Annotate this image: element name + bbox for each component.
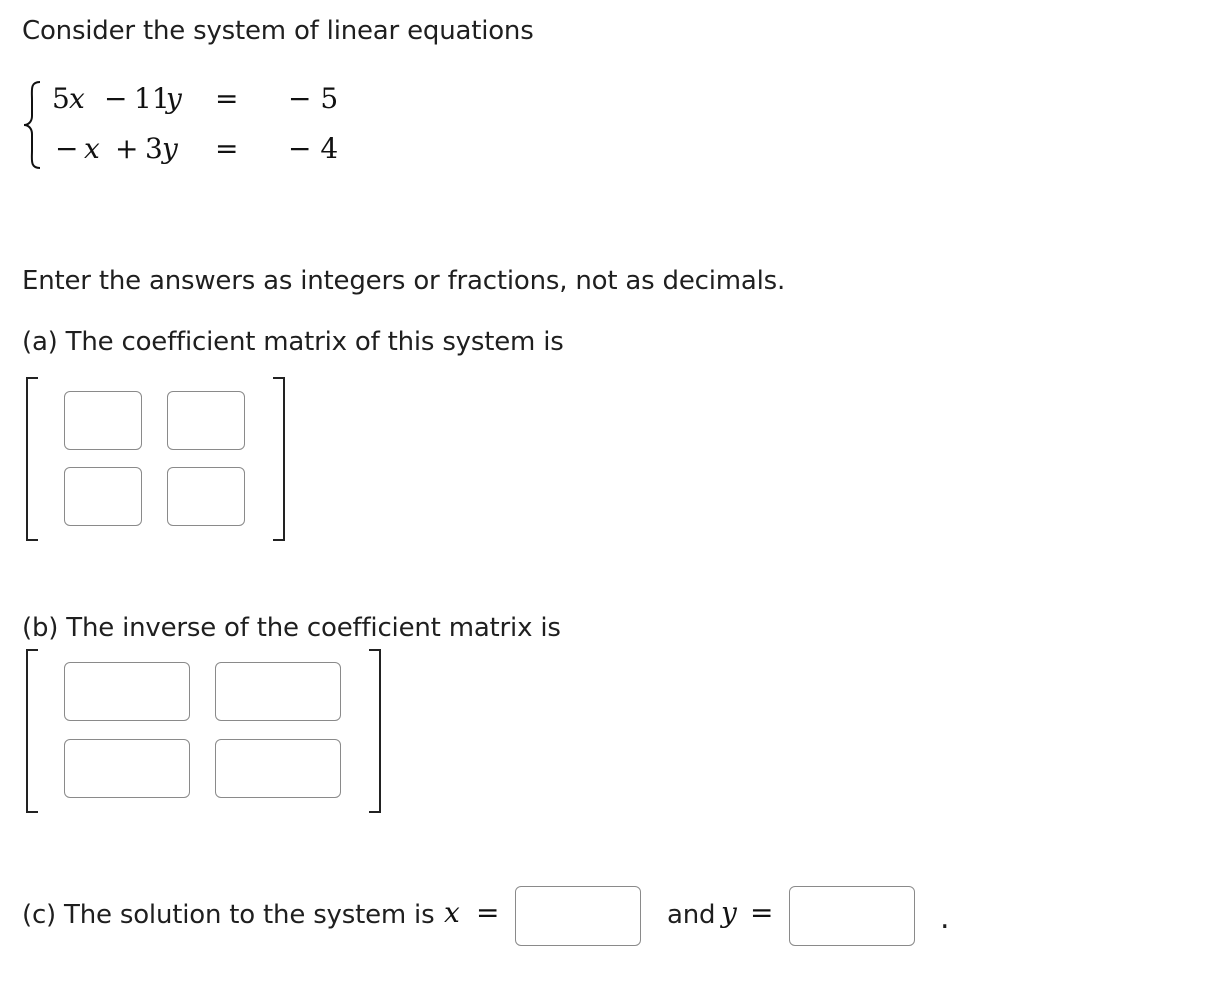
part-c-var-x: x: [444, 896, 460, 929]
eq2-equals: =: [215, 132, 239, 165]
eq1-equals: =: [215, 82, 239, 115]
eq1-operator: −: [104, 82, 128, 115]
part-c-equals-y: =: [750, 896, 774, 929]
instructions-text: Enter the answers as integers or fractions, not as decimals.: [22, 266, 786, 296]
coef-matrix-cell-2-1[interactable]: [64, 467, 142, 526]
eq1-rhs: − 5: [288, 82, 339, 115]
inverse-matrix-cell-1-2[interactable]: [215, 662, 341, 721]
solution-x-input[interactable]: [515, 886, 641, 946]
eq1-coef-b: 11: [134, 82, 170, 115]
eq2-minus: −: [55, 132, 79, 165]
and-text: and: [667, 900, 716, 930]
eq2-var-y: y: [162, 132, 178, 165]
inverse-matrix-cell-2-1[interactable]: [64, 739, 190, 798]
left-brace-icon: [22, 80, 44, 170]
matrix-a-right-bracket: [273, 377, 285, 541]
eq1-coef-a: 5: [52, 82, 70, 115]
coef-matrix-cell-1-2[interactable]: [167, 391, 245, 450]
part-c-equals-x: =: [476, 896, 500, 929]
eq1-var-y: y: [166, 82, 182, 115]
part-b-label: (b) The inverse of the coefficient matrix is: [22, 613, 561, 643]
eq2-rhs: − 4: [288, 132, 339, 165]
inverse-matrix-cell-2-2[interactable]: [215, 739, 341, 798]
part-c-var-y: y: [721, 896, 737, 929]
matrix-a-left-bracket: [26, 377, 38, 541]
part-c-label: (c) The solution to the system is: [22, 900, 435, 930]
matrix-b-right-bracket: [369, 649, 381, 813]
intro-text: Consider the system of linear equations: [22, 16, 534, 46]
eq2-var-x: x: [84, 132, 100, 165]
matrix-b-left-bracket: [26, 649, 38, 813]
end-period: .: [940, 901, 950, 936]
eq2-operator: +: [115, 132, 139, 165]
eq1-var-x: x: [69, 82, 85, 115]
coef-matrix-cell-1-1[interactable]: [64, 391, 142, 450]
solution-y-input[interactable]: [789, 886, 915, 946]
inverse-matrix-cell-1-1[interactable]: [64, 662, 190, 721]
eq2-coef-b: 3: [145, 132, 163, 165]
coef-matrix-cell-2-2[interactable]: [167, 467, 245, 526]
part-a-label: (a) The coefficient matrix of this system is: [22, 327, 564, 357]
